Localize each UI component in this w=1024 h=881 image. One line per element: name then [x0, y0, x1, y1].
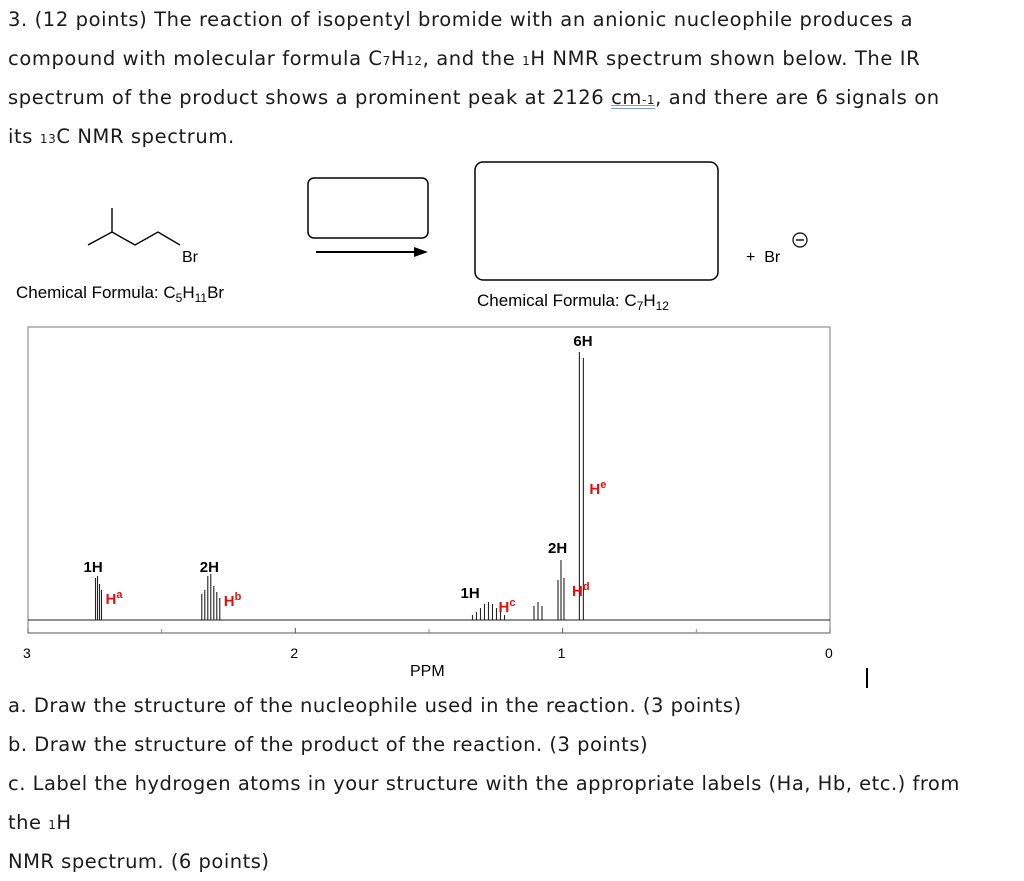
part-c-prompt: c. Label the hydrogen atoms in your structure with the appropriate labels (Ha, Hb, etc.) from	[8, 772, 960, 795]
nmr-spectrum-chart	[0, 320, 1024, 680]
text-cursor	[866, 668, 868, 688]
subscript-7: 7	[382, 54, 391, 68]
question-text-2a: compound with molecular formula C	[8, 47, 383, 70]
isopentyl-bromide-structure	[88, 208, 180, 245]
part-c-text-2a: the	[8, 811, 49, 834]
part-a-prompt: a. Draw the structure of the nucleophile used in the reaction. (3 points)	[8, 694, 742, 717]
integration-label-Hc: 1H	[460, 585, 480, 602]
product-answer-box[interactable]	[475, 162, 718, 280]
reagent-answer-box[interactable]	[308, 178, 428, 238]
tick-label-2: 2	[290, 645, 299, 661]
question-text-1: 3. (12 points) The reaction of isopentyl bromide with an anionic nucleophile produces a	[8, 8, 914, 31]
unit-cm-text: cm	[611, 86, 642, 109]
unit-exponent: -1	[642, 93, 656, 107]
tick-label-0: 0	[825, 645, 833, 661]
question-text-2b: H	[390, 47, 407, 70]
product-formula: Chemical Formula: $C_7H_{12}$	[477, 291, 669, 313]
h-label-Hb: $H^b$	[223, 591, 242, 610]
question-text-2d: H NMR spectrum shown below. The IR	[530, 47, 921, 70]
h-label-Hd: $H^d$	[571, 581, 590, 600]
spectrum-peaks	[96, 352, 584, 620]
reactant-br-label: Br	[182, 249, 198, 266]
question-text-3b: , and there are 6 signals on	[655, 86, 940, 109]
plot-frame	[28, 327, 830, 633]
negative-charge-icon	[793, 233, 807, 247]
integration-label-Hb: 2H	[199, 559, 219, 576]
reactant-formula: Chemical Formula: $C_5H_{11}Br$	[16, 283, 225, 305]
question-text-3a: spectrum of the product shows a prominent peak at 2126	[8, 86, 612, 109]
tick-label-3: 3	[23, 645, 31, 661]
tick-label-1: 1	[557, 645, 566, 661]
question-line-3	[8, 78, 940, 120]
unit-cm	[611, 86, 655, 109]
part-c-text-2b: H	[56, 811, 72, 834]
part-c-superscript: 1	[48, 818, 57, 832]
question-line-2	[8, 39, 920, 81]
reaction-arrowhead	[414, 247, 428, 257]
question-text-2c: , and the	[422, 47, 523, 70]
h-label-Ha: $H^a$	[105, 589, 123, 608]
question-line-1	[8, 0, 913, 39]
part-c-line-3: NMR spectrum. (6 points)	[8, 850, 270, 873]
integration-label-He: 6H	[573, 333, 593, 350]
question-text-4a: its	[8, 125, 40, 148]
peak-labels	[84, 333, 607, 616]
integration-label-Ha: 1H	[83, 559, 103, 576]
part-b-prompt: b. Draw the structure of the product of the reaction. (3 points)	[8, 733, 649, 756]
subscript-12: 12	[406, 54, 423, 68]
integration-label-Hd: 2H	[547, 540, 568, 557]
question-text-4b: C NMR spectrum.	[56, 125, 235, 148]
superscript-13: 13	[39, 132, 57, 146]
byproduct-label: + Br	[746, 249, 781, 266]
part-c-line-2	[8, 811, 72, 834]
h-label-He: $H^e$	[589, 479, 607, 498]
h-label-Hc: $H^c$	[498, 597, 516, 616]
x-axis-label: PPM	[410, 663, 445, 680]
superscript-1: 1	[522, 54, 531, 68]
